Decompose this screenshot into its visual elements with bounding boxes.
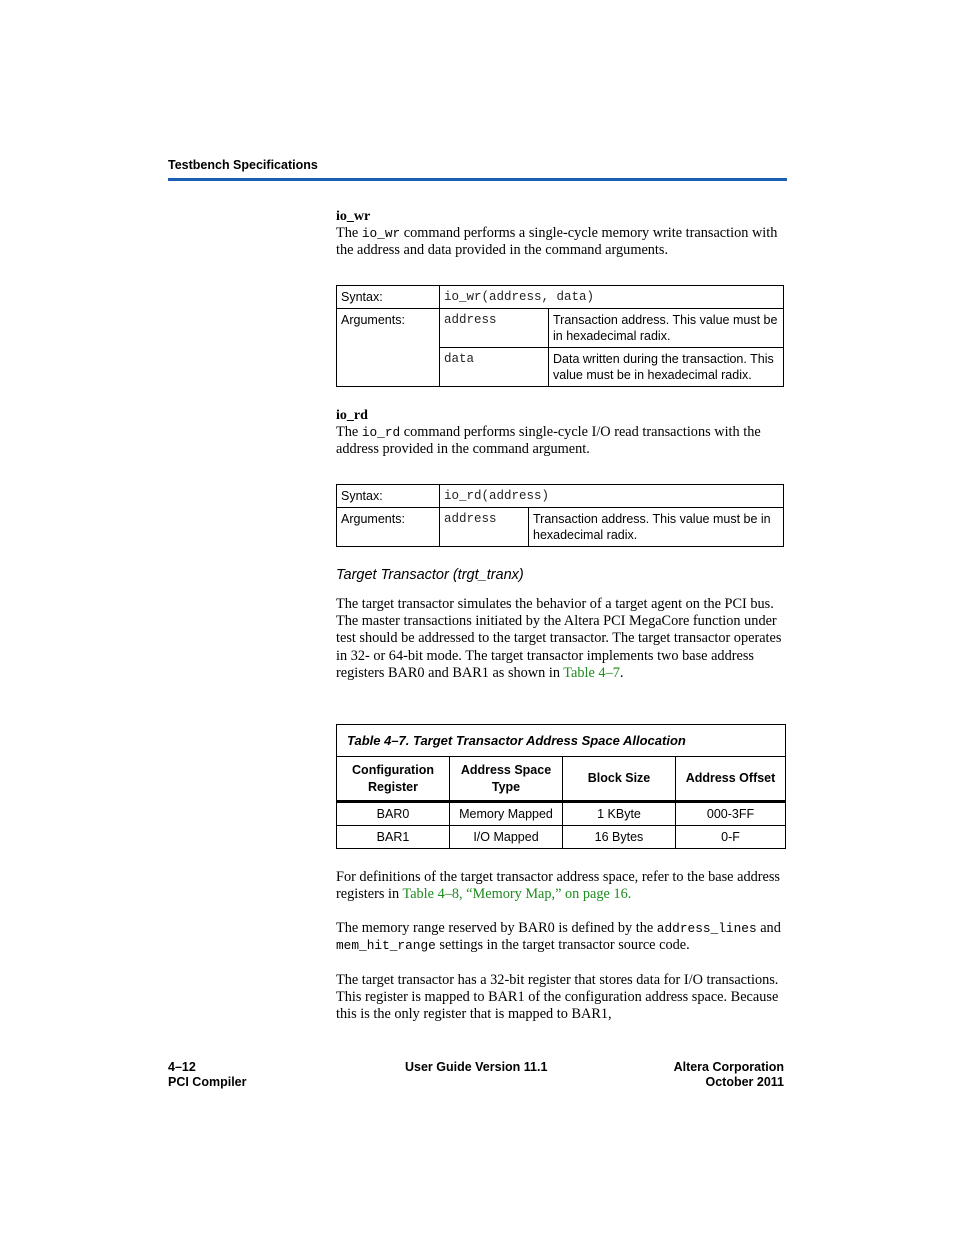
table-cell: I/O Mapped [450,826,563,849]
table-4-8-link[interactable]: Table 4–8, “Memory Map,” on page 16. [402,886,632,903]
io-wr-heading: io_wr [336,209,371,224]
definitions-text: For definitions of the target transactor address space, refer to the base address registers in [336,869,780,903]
arg-description: Transaction address. This value must be in hexadecimal radix. [529,508,784,547]
table-cell: 000-3FF [676,802,786,826]
table-caption: Table 4–7. Target Transactor Address Space Allocation [337,725,786,757]
io-rd-section [336,407,786,458]
footer-right [674,1060,784,1090]
io-wr-intro-code: io_wr [361,226,401,241]
table-cell: Memory Mapped [450,802,563,826]
memory-range-paragraph [336,920,786,954]
target-intro-paragraph [336,596,786,682]
memory-range-mid: and [756,920,781,936]
target-transactor-subheading: Target Transactor (trgt_tranx) [336,567,524,583]
mem-hit-range-code: mem_hit_range [336,938,436,954]
io-rd-intro [336,424,786,458]
table-row [337,802,786,826]
arguments-label: Arguments: [337,309,440,387]
arguments-label: Arguments: [337,508,440,547]
register-paragraph: The target transactor has a 32-bit register that stores data for I/O transactions. This register is mapped to BAR1 of the configuration address space. Because this is the only register that is mapped to BAR1, [336,972,779,1023]
io-rd-heading: io_rd [336,408,368,423]
header-rule [168,178,787,181]
io-rd-intro-pre: The [336,424,362,440]
column-header: Configuration Register [337,757,450,802]
arg-name: address [440,309,549,348]
table-4-7-link[interactable]: Table 4–7 [563,664,620,681]
io-wr-intro-post: command performs a single-cycle memory write transaction with the address and data provided in the command arguments. [336,225,778,259]
memory-range-post: settings in the target transactor source code. [435,937,690,954]
footer-left [168,1060,247,1090]
syntax-label: Syntax: [337,485,440,508]
io-rd-intro-code: io_rd [361,425,401,440]
table-cell: 0-F [676,826,786,849]
definitions-paragraph [336,869,786,903]
table-cell: BAR1 [337,826,450,849]
io-wr-syntax-table [336,285,784,387]
arg-description: Transaction address. This value must be in hexadecimal radix. [549,309,784,348]
footer-version: User Guide Version 11.1 [405,1060,548,1074]
column-header: Block Size [563,757,676,802]
io-wr-intro-pre: The [336,225,362,241]
table-cell: 1 KByte [563,802,676,826]
address-space-table [336,724,786,849]
table-row [337,826,786,849]
arg-name: address [440,508,529,547]
address-lines-code: address_lines [656,921,757,936]
io-wr-intro [336,225,786,259]
target-intro-end: . [619,664,624,681]
syntax-value: io_wr(address, data) [440,286,784,309]
io-rd-intro-post: command performs single-cycle I/O read transactions with the address provided in the command argument. [336,424,761,458]
io-rd-syntax-table [336,484,784,547]
syntax-value: io_rd(address) [440,485,784,508]
syntax-label: Syntax: [337,286,440,309]
column-header: Address Offset [676,757,786,802]
target-intro-text: The target transactor simulates the behavior of a target agent on the PCI bus. The master transactions initiated by the Altera PCI MegaCore function under test should be addressed to the target transactor. The target transactor operates in 32- or 64-bit mode. The target transactor implements two base address registers BAR0 and BAR1 as shown in [336,596,782,681]
table-cell: 16 Bytes [563,826,676,849]
product-name: PCI Compiler [168,1075,247,1089]
io-wr-section [336,208,786,259]
column-header: Address Space Type [450,757,563,802]
publication-date: October 2011 [705,1075,784,1089]
page-number: 4–12 [168,1060,196,1074]
memory-range-pre: The memory range reserved by BAR0 is defined by the [336,920,657,936]
table-cell: BAR0 [337,802,450,826]
running-head: Testbench Specifications [168,158,318,172]
company-name: Altera Corporation [673,1060,784,1074]
arg-name: data [440,348,549,387]
arg-description: Data written during the transaction. This value must be in hexadecimal radix. [549,348,784,387]
